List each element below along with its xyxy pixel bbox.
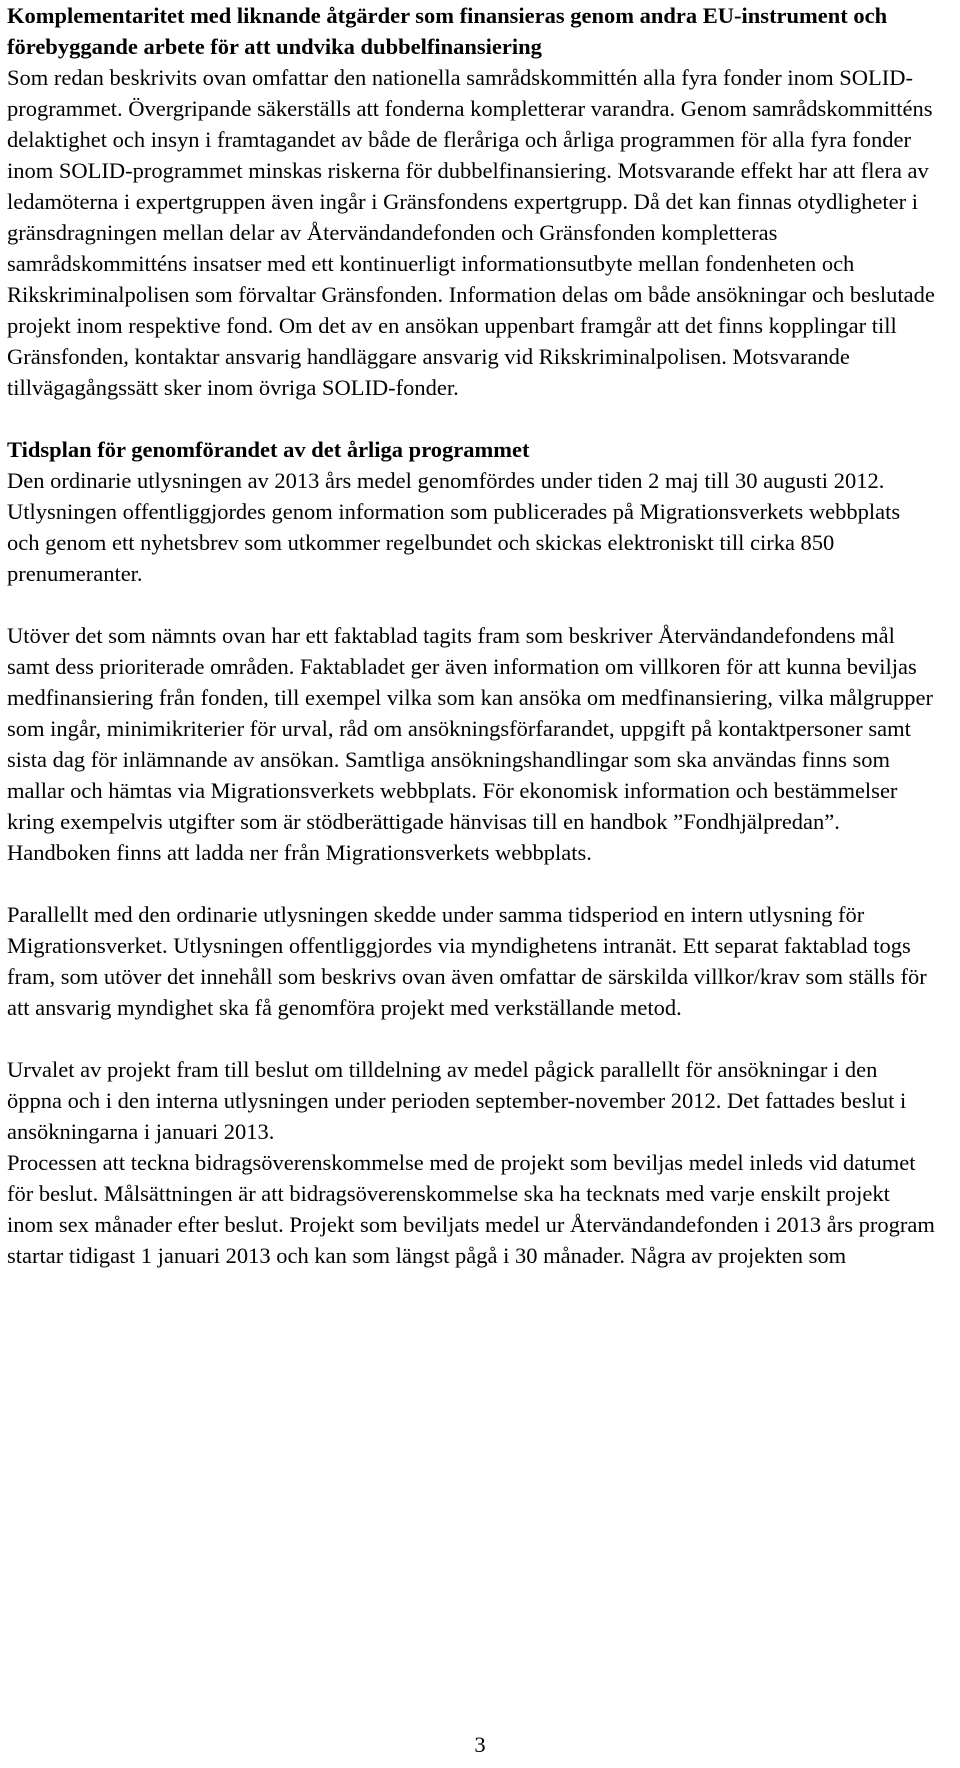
paragraph-selection: Urvalet av projekt fram till beslut om tilldelning av medel pågick parallellt för ansökningar i den öppna och i den interna utlysningen under perioden september-november 2012. Det fattades beslut i ansökningarna i januari 2013.: [7, 1057, 907, 1144]
paragraph-fact-sheet: Utöver det som nämnts ovan har ett faktablad tagits fram som beskriver Återvändandefondens mål samt dess prioriterade områden. Faktabladet ger även information om villkoren för att kunna beviljas medfinansiering från fonden, till exempel vilka som kan ansöka om medfinansiering, vilka målgrupper som ingår, minimikriterier för urval, råd om ansökningsförfarandet, uppgift på kontaktpersoner samt sista dag för inlämnande av ansökan. Samtliga ansökningshandlingar som ska användas finns som mallar och hämtas via Migrationsverkets webbplats. För ekonomisk information och bestämmelser kring exempelvis utgifter som är stödberättigade hänvisas till en handbok ”Fondhjälpredan”. Handboken finns att ladda ner från Migrationsverkets webbplats.: [7, 623, 933, 865]
section-complementarity: [7, 0, 937, 403]
paragraph-complementarity: Som redan beskrivits ovan omfattar den nationella samrådskommittén alla fyra fonder inom SOLID-programmet. Övergripande säkerställs att fonderna kompletterar varandra. Genom samrådskommitténs delaktighet och insyn i framtagandet av både de fleråriga och årliga programmen för alla fyra fonder inom SOLID-programmet minskas riskerna för dubbelfinansiering. Motsvarande effekt har att flera av ledamöterna i expertgruppen även ingår i Gränsfondens expertgrupp. Då det kan finnas otydligheter i gränsdragningen mellan delar av Återvändandefonden och Gränsfonden kompletteras samrådskommitténs insatser med ett kontinuerligt informationsutbyte mellan fondenheten och Rikskriminalpolisen som förvaltar Gränsfonden. Information delas om både ansökningar och beslutade projekt inom respektive fond. Om det av en ansökan uppenbart framgår att det finns kopplingar till Gränsfonden, kontaktar ansvarig handläggare ansvarig vid Rikskriminalpolisen. Motsvarande tillvägagångssätt sker inom övriga SOLID-fonder.: [7, 65, 935, 400]
section-timeline: [7, 434, 937, 1271]
paragraph-ordinary-call: Den ordinarie utlysningen av 2013 års medel genomfördes under tiden 2 maj till 30 augusti 2012. Utlysningen offentliggjordes genom information som publicerades på Migrationsverkets webbplats och genom ett nyhetsbrev som utkommer regelbundet och skickas elektroniskt till cirka 850 prenumeranter.: [7, 468, 901, 586]
spacer: [7, 403, 937, 434]
paragraph-grant-agreement: Processen att teckna bidragsöverenskommelse med de projekt som beviljas medel inleds vid datumet för beslut. Målsättningen är att bidragsöverenskommelse ska ha tecknats med varje enskilt projekt inom sex månader efter beslut. Projekt som beviljats medel ur Återvändandefonden i 2013 års program startar tidigast 1 januari 2013 och kan som längst pågå i 30 månader. Några av projekten som: [7, 1150, 935, 1268]
section-heading-complementarity: Komplementaritet med liknande åtgärder som finansieras genom andra EU-instrument och förebyggande arbete för att undvika dubbelfinansiering: [7, 3, 888, 59]
spacer: [7, 1023, 937, 1054]
page-number: 3: [474, 1732, 486, 1757]
section-heading-timeline: Tidsplan för genomförandet av det årliga programmet: [7, 437, 530, 462]
spacer: [7, 589, 937, 620]
paragraph-internal-call: Parallellt med den ordinarie utlysningen skedde under samma tidsperiod en intern utlysning för Migrationsverket. Utlysningen offentliggjordes via myndighetens intranät. Ett separat faktablad togs fram, som utöver det innehåll som beskrivs ovan även omfattar de särskilda villkor/krav som ställs för att ansvarig myndighet ska få genomföra projekt med verkställande metod.: [7, 902, 927, 1020]
spacer: [7, 868, 937, 899]
document-page: [7, 0, 937, 1271]
